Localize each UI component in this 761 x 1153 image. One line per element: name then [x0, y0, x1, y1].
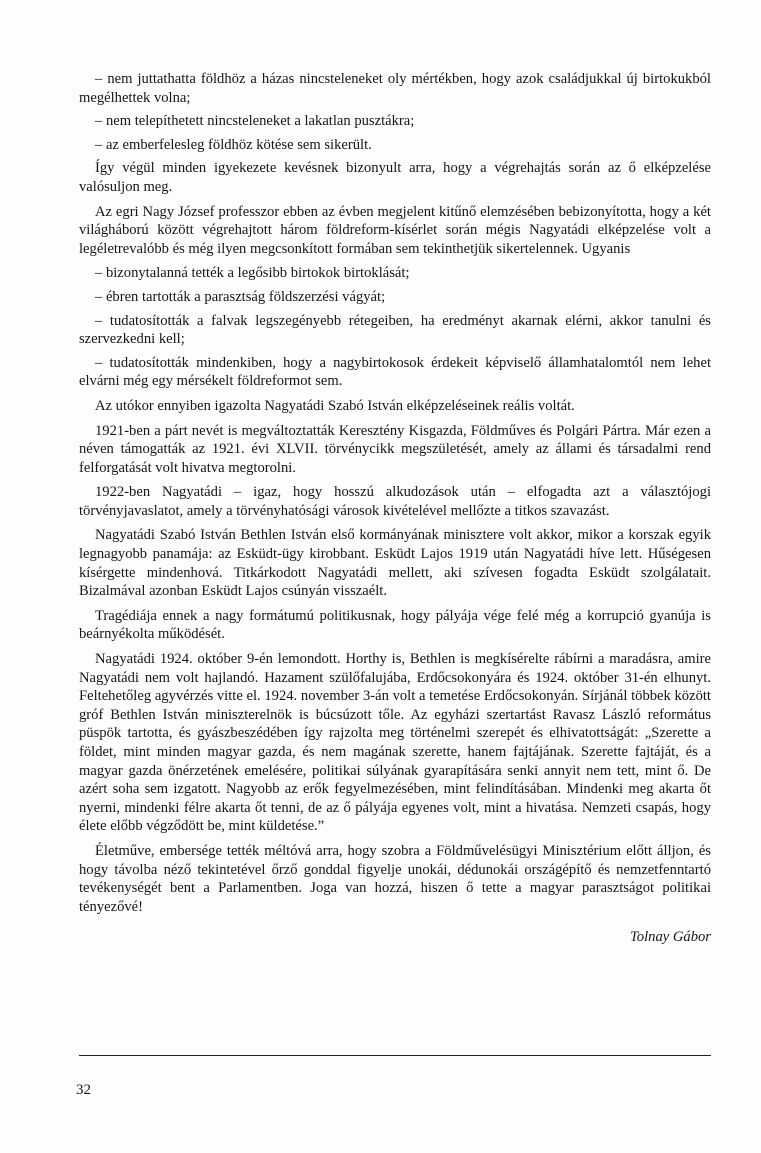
footer-divider	[79, 1055, 711, 1056]
paragraph: – tudatosították mindenkiben, hogy a nagybirtokosok érdekeit képviselő államhatalomtól nem lehet elvárni még egy mérsékelt földreformot sem.	[79, 354, 711, 390]
paragraph: Az egri Nagy József professzor ebben az évben megjelent kitűnő elemzésében bebizonyította, hogy a két világháború között végrehajtott három földreform-kísérlet során mégis Nagyatádi elképzelése volt a legéletrevalóbb és még ilyen megcsonkított formában sem tekinthetjük sikertelennek. Ugyanis	[79, 203, 711, 257]
paragraph: – nem telepíthetett nincsteleneket a lakatlan pusztákra;	[95, 113, 415, 130]
paragraph: Az utókor ennyiben igazolta Nagyatádi Szabó István elképzeléseinek reális voltát.	[95, 397, 575, 414]
paragraph: – az emberfelesleg földhöz kötése sem sikerült.	[95, 136, 372, 153]
author-signature: Tolnay Gábor	[630, 929, 711, 946]
paragraph: – tudatosították a falvak legszegényebb rétegeiben, ha eredményt akarnak elérni, akkor tanulni és szervezkedni kell;	[79, 312, 711, 348]
paragraph: Életműve, embersége tették méltóvá arra, hogy szobra a Földművelésügyi Minisztérium előtt álljon, és hogy távolba néző tekintetével őrző gonddal figyelje unokái, dédunokái országépítő és nemzetfenntartó tevékenységét bent a Parlamentben. Joga van hozzá, hiszen ő tette a magyar parasztságot politikai tényezővé!	[79, 842, 711, 915]
paragraph: Nagyatádi Szabó István Bethlen István első kormányának minisztere volt akkor, mikor a korszak egyik legnagyobb panamája: az Esküdt-ügy kirobbant. Esküdt Lajos 1919 után Nagyatádi híve lett. Hűségesen kísérgette mindenhová. Titkárkodott Nagyatádi mellett, aki szívesen fogadta Esküdt szolgálatait. Bizalmával azonban Esküdt Lajos csúnyán visszaélt.	[79, 527, 711, 600]
paragraph: Így végül minden igyekezete kevésnek bizonyult arra, hogy a végrehajtás során az ő elképzelése valósuljon meg.	[79, 160, 711, 195]
paragraph: – ébren tartották a parasztság földszerzési vágyát;	[95, 288, 386, 305]
paragraph: 1921-ben a párt nevét is megváltoztatták Keresztény Kisgazda, Földműves és Polgári Pártra. Már ezen a néven támogatták az 1921. évi XLVII. törvénycikk megszületését, amely az állami és társadalmi rend felforgatását volt hivatva megtorolni.	[79, 422, 711, 476]
paragraph: – nem juttathatta földhöz a házas nincsteleneket oly mértékben, hogy azok családjukkal új birtokukból megélhettek volna;	[79, 71, 711, 106]
article-body	[79, 70, 711, 947]
paragraph: 1922-ben Nagyatádi – igaz, hogy hosszú alkudozások után – elfogadta azt a választójogi törvényjavaslatot, amely a törvényhatósági városok kivételével mellőzte a titkos szavazást.	[79, 484, 711, 519]
paragraph: Tragédiája ennek a nagy formátumú politikusnak, hogy pályája vége felé még a korrupció gyanúja is beárnyékolta működését.	[79, 607, 711, 643]
page-number: 32	[76, 1082, 91, 1098]
paragraph: Nagyatádi 1924. október 9-én lemondott. Horthy is, Bethlen is megkísérelte rábírni a maradásra, amire Nagyatádi nem volt hajlandó. Hazament szülőfalujába, Erdőcsokonyára és 1924. október 31-én elhunyt. Feltehetőleg agyvérzés vitte el. 1924. november 3-án volt a temetése Erdőcsokonyán. Sírjánál többek között gróf Bethlen István miniszterelnök is búcsúzott tőle. Az egyházi szertartást Ravasz László református püspök tartotta, és gyászbeszédében így rajzolta meg történelmi szerepét és elhivatottságát: „Szerette a földet, mint minden magyar gazda, és nem magának szerette, hanem fajtájának. Szerette fajtáját, és a magyar gazda önérzetének emelésére, politikai súlyának gyarapítására senki annyit nem tett, mint ő. De azért soha sem izgatott. Nagyobb az erők fegyelmezésében, mint felindításában. Mindenki meg akarta őt nyerni, mindenki félre akarta őt tenni, de az ő pályája egyenes volt, mint a hivatása. Nemzeti csapás, hogy élete előbb végződött be, mint küldetése.”	[79, 651, 711, 835]
paragraph: – bizonytalanná tették a legősibb birtokok birtoklását;	[95, 265, 410, 282]
